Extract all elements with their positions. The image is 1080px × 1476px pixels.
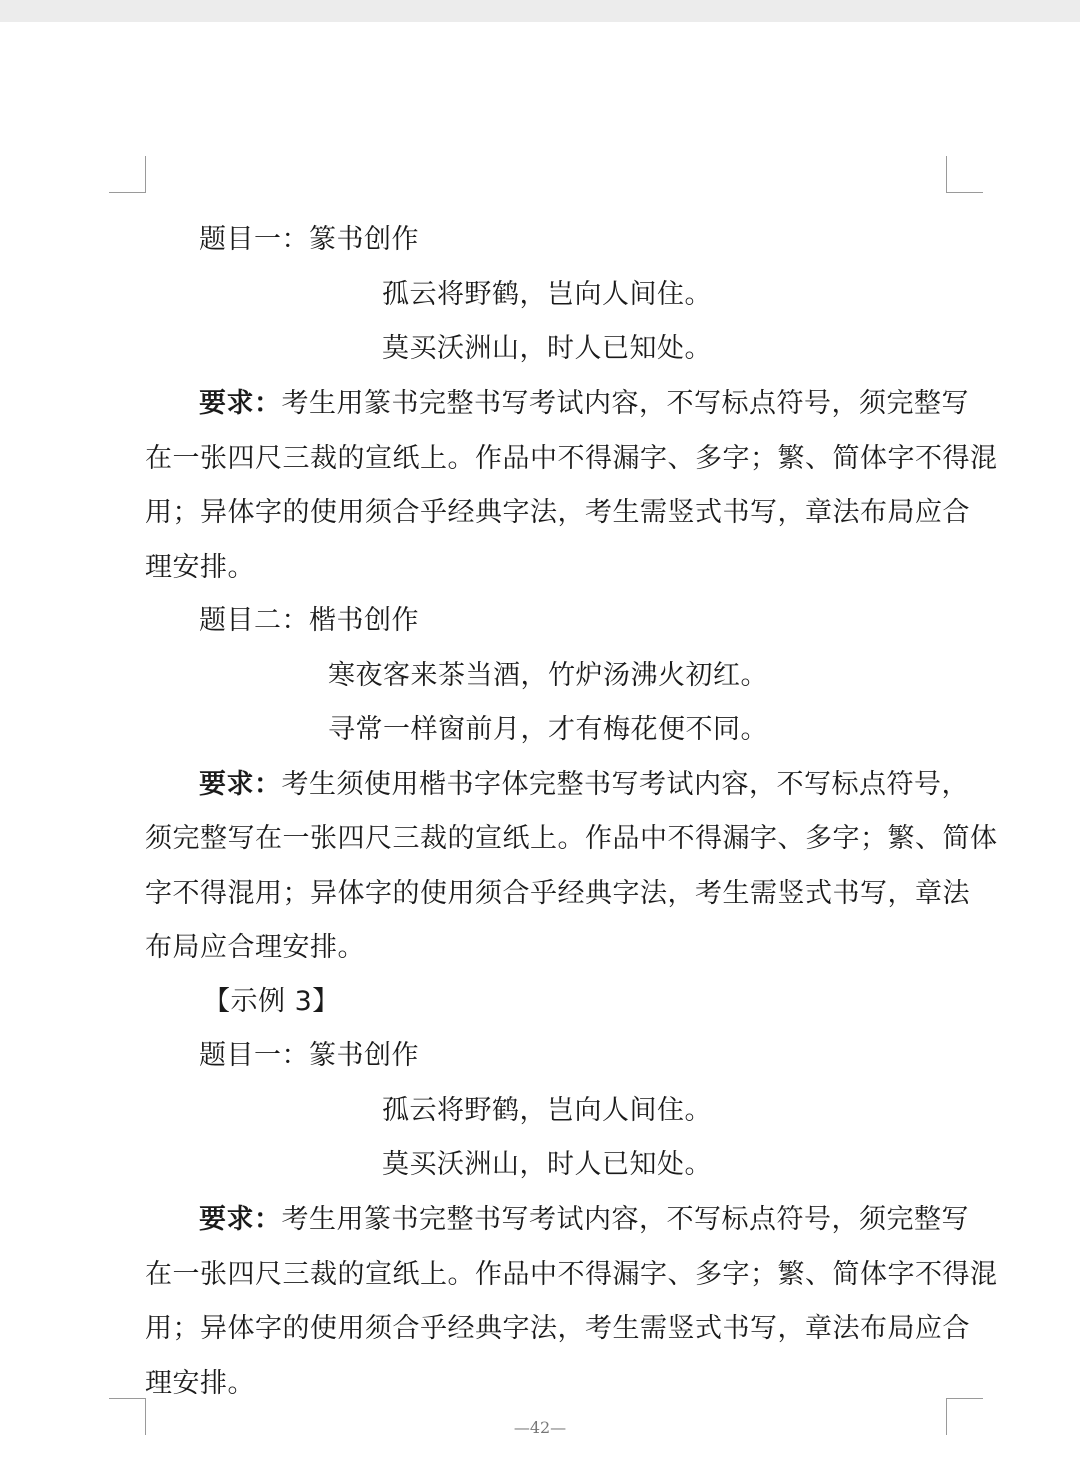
requirement-first-line (199, 1202, 969, 1238)
requirement-line: 理安排。 (145, 552, 255, 583)
requirement-text: 考生用篆书完整书写考试内容，不写标点符号，须完整写 (281, 388, 969, 419)
requirement-line: 字不得混用；异体字的使用须合乎经典字法，考生需竖式书写，章法 (145, 878, 970, 909)
requirement-line: 布局应合理安排。 (145, 932, 365, 963)
poem-line: 寻常一样窗前月，才有梅花便不同。 (328, 714, 768, 745)
requirement-line: 用；异体字的使用须合乎经典字法，考生需竖式书写，章法布局应合 (145, 497, 970, 528)
requirement-label: 要求： (199, 769, 282, 800)
poem-line: 寒夜客来茶当酒，竹炉汤沸火初红。 (328, 660, 768, 691)
poem-line: 莫买沃洲山，时人已知处。 (382, 1149, 712, 1180)
requirement-line: 用；异体字的使用须合乎经典字法，考生需竖式书写，章法布局应合 (145, 1313, 970, 1344)
requirement-text: 考生须使用楷书字体完整书写考试内容，不写标点符号， (281, 769, 969, 800)
requirement-first-line (199, 767, 969, 803)
requirement-label: 要求： (199, 1204, 282, 1235)
heading-zhuanshu-2: 题目一：篆书创作 (199, 1040, 419, 1071)
crop-mark-top-left (109, 156, 146, 193)
requirement-line: 在一张四尺三裁的宣纸上。作品中不得漏字、多字；繁、简体字不得混 (145, 1259, 998, 1290)
heading-zhuanshu-1: 题目一：篆书创作 (199, 224, 419, 255)
heading-kaishu: 题目二：楷书创作 (199, 605, 419, 636)
crop-mark-top-right (946, 156, 983, 193)
viewer-top-strip (0, 0, 1080, 22)
requirement-line: 须完整写在一张四尺三裁的宣纸上。作品中不得漏字、多字；繁、简体 (145, 823, 998, 854)
poem-line: 孤云将野鹤，岂向人间住。 (382, 1095, 712, 1126)
requirement-line: 理安排。 (145, 1368, 255, 1399)
page-number: —42— (513, 1418, 567, 1437)
requirement-line: 在一张四尺三裁的宣纸上。作品中不得漏字、多字；繁、简体字不得混 (145, 443, 998, 474)
poem-line: 孤云将野鹤，岂向人间住。 (382, 279, 712, 310)
example-label: 【示例 3】 (203, 986, 340, 1017)
requirement-text: 考生用篆书完整书写考试内容，不写标点符号，须完整写 (281, 1204, 969, 1235)
poem-line: 莫买沃洲山，时人已知处。 (382, 333, 712, 364)
requirement-label: 要求： (199, 388, 282, 419)
requirement-first-line (199, 386, 969, 422)
